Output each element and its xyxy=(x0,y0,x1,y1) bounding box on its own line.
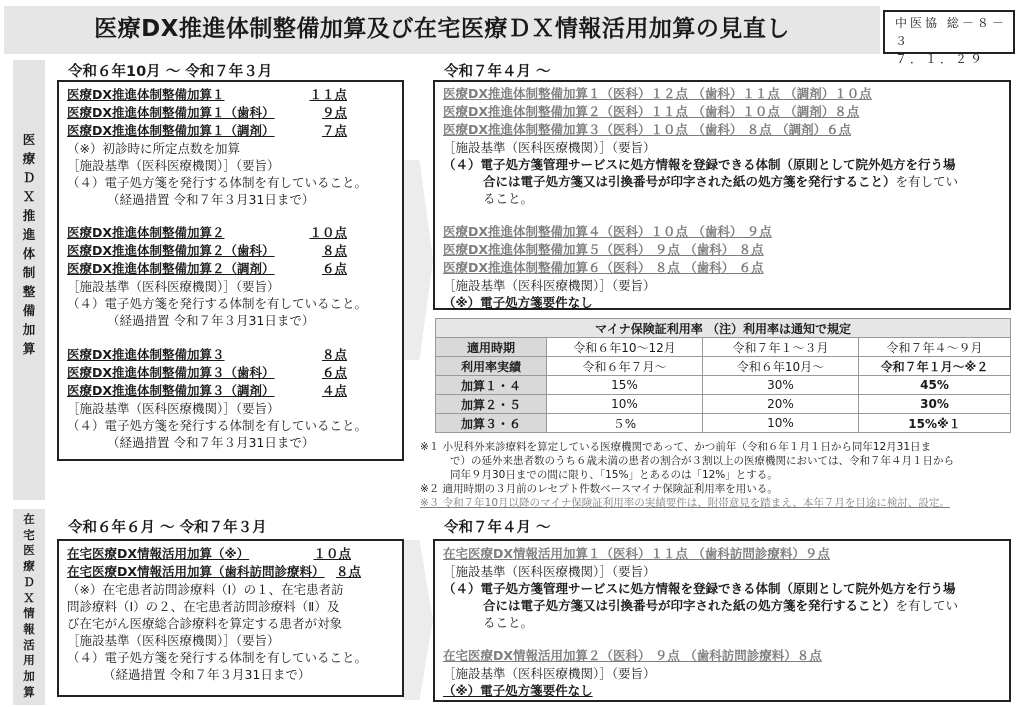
tl-item-2-3: 医療DX推進体制整備加算２（調剤） ６点 xyxy=(67,261,347,276)
top-right-period: 令和７年４月 ～ xyxy=(444,64,551,80)
table-header-cell: 適用時期 xyxy=(436,338,547,357)
top-left-box xyxy=(57,80,404,461)
tr-g2-item3: 医療DX推進体制整備加算６（医科） ８点 （歯科） ６点 xyxy=(443,260,764,275)
tr-g1-item3: 医療DX推進体制整備加算３（医科）１０点 （歯科） ８点 （調剤）６点 xyxy=(443,122,852,137)
br-note: （※）電子処方箋要件なし xyxy=(443,683,593,698)
bottom-right-box xyxy=(433,539,1011,702)
tr-g2-note: （※）電子処方箋要件なし xyxy=(443,295,593,310)
tl-g1-line3: （４）電子処方箋を発行する体制を有していること。 xyxy=(67,175,368,190)
side-label-bottom: 在宅医療ＤＸ情報活用加算 xyxy=(23,512,35,699)
mynacard-rate-table xyxy=(435,318,1011,433)
bl-line2: 問診療料（Ⅰ）の２、在宅患者訪問診療料（Ⅱ）及 xyxy=(67,599,340,614)
tl-g2-line1: ［施設基準（医科医療機関）］（要旨） xyxy=(67,279,280,294)
note-1c: 同年９月30日までの間に限り、「15%」とあるのは「12%」とする。 xyxy=(450,469,778,481)
table-header-cell: 令和７年４～９月 xyxy=(859,338,1011,357)
tl-g2-line3: （経過措置 令和７年３月31日まで） xyxy=(107,313,315,328)
tl-item-1-1: 医療DX推進体制整備加算１ １１点 xyxy=(67,87,347,102)
tl-g1-line4: （経過措置 令和７年３月31日まで） xyxy=(107,192,315,207)
tl-g1-line1: （※）初診時に所定点数を加算 xyxy=(67,141,240,156)
tr-g1-item1: 医療DX推進体制整備加算１（医科）１２点 （歯科）１１点 （調剤）１０点 xyxy=(443,86,872,101)
top-left-period: 令和６年10月 ～ 令和７年３月 xyxy=(68,64,273,80)
table-row: 利用率実績 令和６年７月～ 令和６年10月～ 令和７年１月～※２ xyxy=(436,357,1011,376)
table-row: 加算１・４ 15% 30% 45% xyxy=(436,376,1011,395)
tr-g2-line: ［施設基準（医科医療機関）］（要旨） xyxy=(443,278,656,293)
arrow-bottom xyxy=(403,540,433,700)
tl-item-1-3: 医療DX推進体制整備加算１（調剤） ７点 xyxy=(67,123,347,138)
arrow-top xyxy=(403,160,433,360)
tl-item-2-1: 医療DX推進体制整備加算２ １０点 xyxy=(67,225,347,240)
tl-g2-line2: （４）電子処方箋を発行する体制を有していること。 xyxy=(67,296,368,311)
tl-g3-line2: （４）電子処方箋を発行する体制を有していること。 xyxy=(67,418,368,433)
table-caption: マイナ保険証利用率 （注）利用率は通知で規定 xyxy=(436,319,1011,338)
tr-g1-tail2: ること。 xyxy=(483,191,534,206)
tl-g1-line2: ［施設基準（医科医療機関）］（要旨） xyxy=(67,158,280,173)
br-line2: ［施設基準（医科医療機関）］（要旨） xyxy=(443,666,656,681)
tr-g1-bold1: （４）電子処方箋管理サービスに処方情報を登録できる体制（原則として院外処方を行う場 xyxy=(443,157,956,172)
tl-item-3-3: 医療DX推進体制整備加算３（調剤） ４点 xyxy=(67,383,347,398)
br-tail2: ること。 xyxy=(483,615,534,630)
document-id-line2: ７．１．２９ xyxy=(895,52,986,66)
bottom-right-period: 令和７年４月 ～ xyxy=(444,520,551,536)
tl-item-2-2: 医療DX推進体制整備加算２（歯科） ８点 xyxy=(67,243,347,258)
bottom-left-box xyxy=(57,539,404,697)
page-title: 医療DX推進体制整備加算及び在宅医療ＤＸ情報活用加算の見直し xyxy=(94,16,790,42)
document-id-box xyxy=(883,10,1015,66)
br-line1: ［施設基準（医科医療機関）］（要旨） xyxy=(443,564,656,579)
note-3: ※３ 令和７年10月以降のマイナ保険証利用率の実績要件は、附帯意見を踏まえ、本年７月を目途に検討、設定。 xyxy=(420,497,950,509)
note-1a: ※１ 小児科外来診療料を算定している医療機関であって、かつ前年（令和６年１月１日から同年12月31日ま xyxy=(420,441,932,453)
table-row: 加算３・６ ５% 10% 15%※１ xyxy=(436,414,1011,433)
tr-g1-line1: ［施設基準（医科医療機関）］（要旨） xyxy=(443,140,656,155)
note-1b: で）の延外来患者数のうち６歳未満の患者の割合が３割以上の医療機関においては、令和７年４月１日から xyxy=(450,455,954,467)
br-item2: 在宅医療DX情報活用加算２（医科） ９点 （歯科訪問診療料）８点 xyxy=(443,648,822,663)
tr-g1-bold2: 合には電子処方箋又は引換番号が印字された紙の処方箋を発行すること）を有してい xyxy=(483,174,959,189)
bl-item-1: 在宅医療DX情報活用加算（※） １０点 xyxy=(67,546,351,561)
bl-line4: ［施設基準（医科医療機関）］（要旨） xyxy=(67,633,280,648)
note-2: ※２ 適用時期の３月前のレセプト件数ベースマイナ保険証利用率を用いる。 xyxy=(420,483,778,495)
bl-line1: （※）在宅患者訪問診療料（Ⅰ）の１、在宅患者訪 xyxy=(67,582,344,597)
br-bold2: 合には電子処方箋又は引換番号が印字された紙の処方箋を発行すること）を有してい xyxy=(483,598,959,613)
table-header-cell: 令和６年10～12月 xyxy=(547,338,703,357)
br-bold1: （４）電子処方箋管理サービスに処方情報を登録できる体制（原則として院外処方を行う場 xyxy=(443,581,956,596)
tr-g2-item2: 医療DX推進体制整備加算５（医科） ９点 （歯科） ８点 xyxy=(443,242,764,257)
bl-line6: （経過措置 令和７年３月31日まで） xyxy=(103,667,311,682)
table-header-cell: 令和７年１～３月 xyxy=(703,338,859,357)
document-id-line1: 中医協 総－８－３ xyxy=(895,16,1007,48)
bl-item-2: 在宅医療DX情報活用加算（歯科訪問診療料） ８点 xyxy=(67,564,361,579)
tr-g2-item1: 医療DX推進体制整備加算４（医科）１０点 （歯科） ９点 xyxy=(443,224,772,239)
table-row: 加算２・５ 10% 20% 30% xyxy=(436,395,1011,414)
tl-item-3-2: 医療DX推進体制整備加算３（歯科） ６点 xyxy=(67,365,347,380)
tl-item-1-2: 医療DX推進体制整備加算１（歯科） ９点 xyxy=(67,105,347,120)
side-label-top: 医療ＤＸ推進体制整備加算 xyxy=(22,132,36,356)
bottom-left-period: 令和６年６月 ～ 令和７年３月 xyxy=(68,520,267,536)
bl-line3: び在宅がん医療総合診療料を算定する患者が対象 xyxy=(67,616,343,631)
top-right-box xyxy=(433,80,1011,310)
tr-g1-item2: 医療DX推進体制整備加算２（医科）１１点 （歯科）１０点 （調剤）８点 xyxy=(443,104,860,119)
bl-line5: （４）電子処方箋を発行する体制を有していること。 xyxy=(67,650,368,665)
tl-item-3-1: 医療DX推進体制整備加算３ ８点 xyxy=(67,347,347,362)
tl-g3-line3: （経過措置 令和７年３月31日まで） xyxy=(107,435,315,450)
tl-g3-line1: ［施設基準（医科医療機関）］（要旨） xyxy=(67,401,280,416)
br-item1: 在宅医療DX情報活用加算１（医科）１１点 （歯科訪問診療料）９点 xyxy=(443,546,830,561)
